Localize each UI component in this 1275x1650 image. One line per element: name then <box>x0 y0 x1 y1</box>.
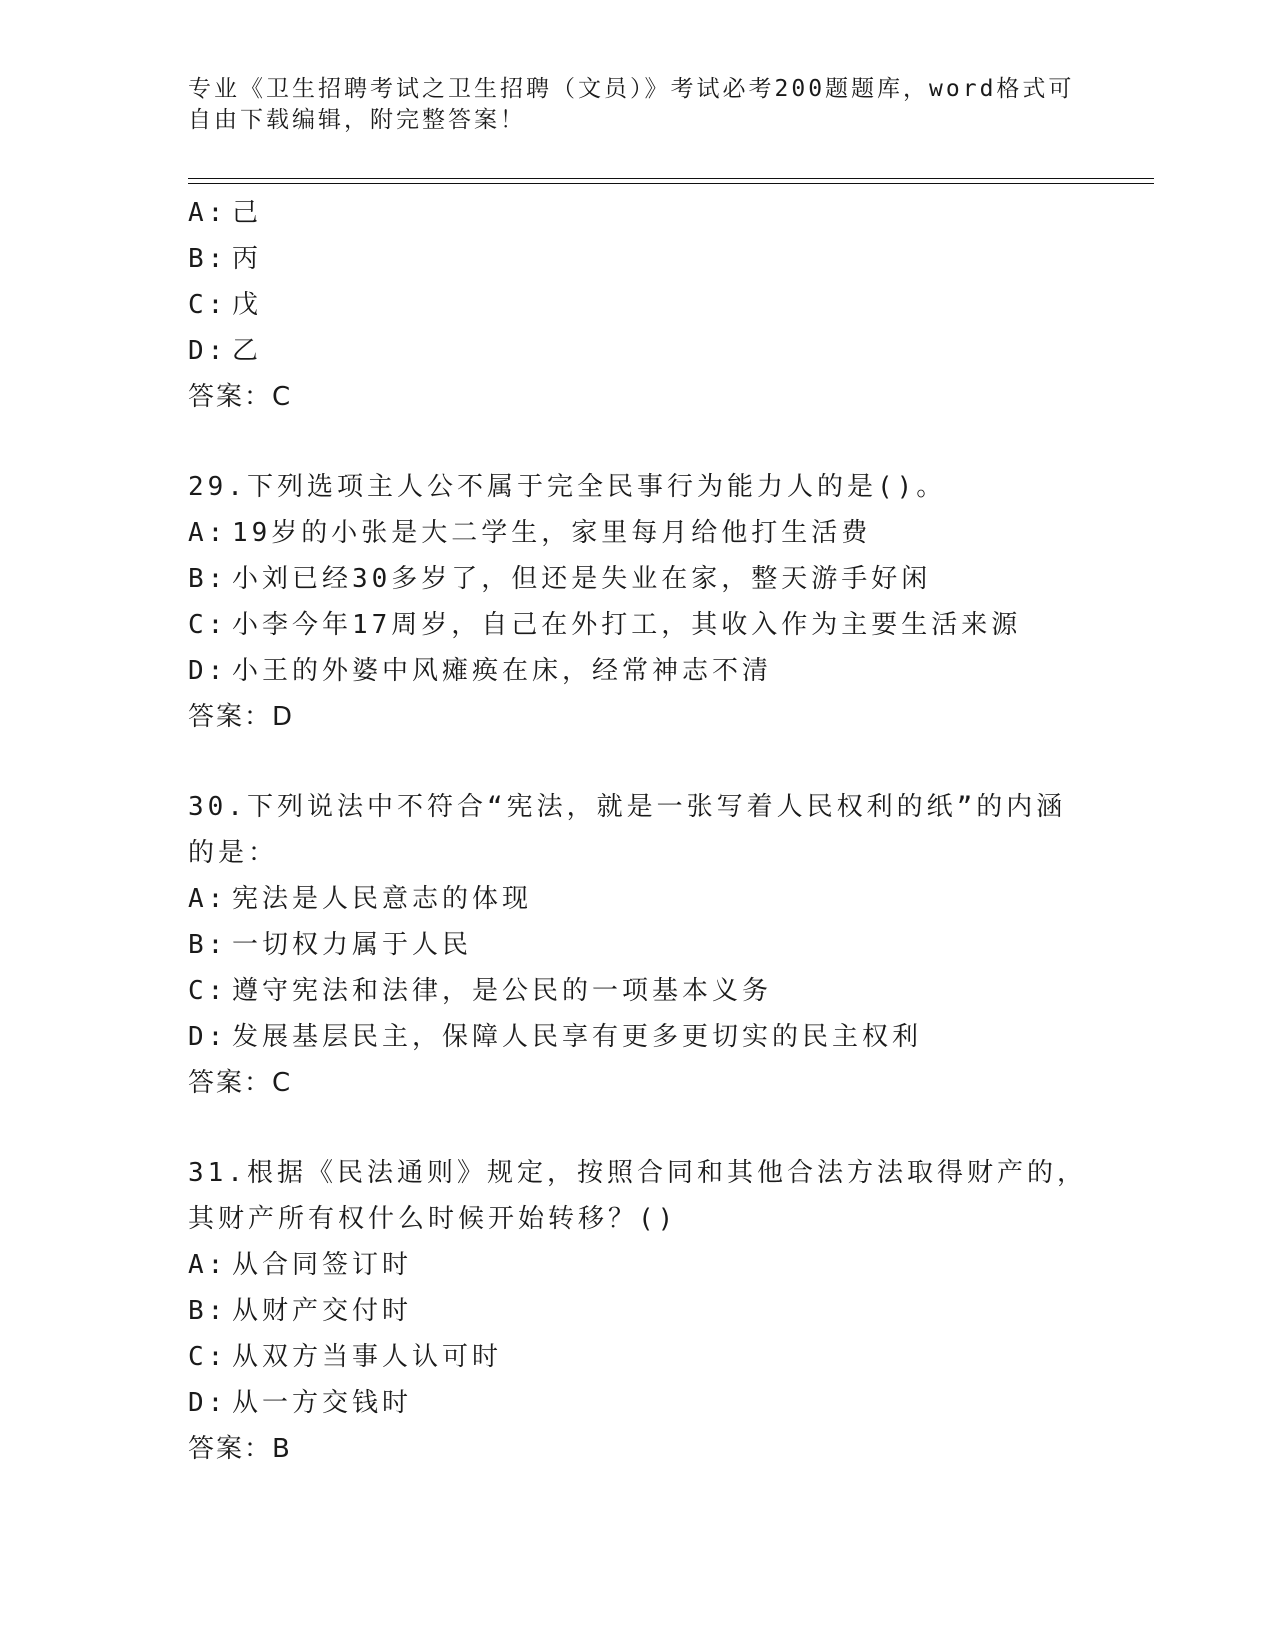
question-stem: 31.根据《民法通则》规定，按照合同和其他合法方法取得财产的，其财产所有权什么时候开始转移？() <box>188 1158 1087 1234</box>
option-key: D: <box>188 1388 228 1418</box>
option-key: D: <box>188 1022 228 1052</box>
question-content <box>188 190 1088 1472</box>
question-31 <box>188 1150 1088 1472</box>
option-text: 一切权力属于人民 <box>232 930 473 960</box>
option-text: 19岁的小张是大二学生，家里每月给他打生活费 <box>232 518 872 548</box>
option-text: 遵守宪法和法律，是公民的一项基本义务 <box>232 976 773 1006</box>
option-key: D: <box>188 336 228 366</box>
question-30 <box>188 784 1088 1106</box>
option-text: 从一方交钱时 <box>232 1388 413 1418</box>
option-d <box>188 328 1088 374</box>
option-text: 小李今年17周岁，自己在外打工，其收入作为主要生活来源 <box>232 610 1022 640</box>
option-text: 从合同签订时 <box>232 1250 413 1280</box>
option-text: 小刘已经30多岁了，但还是失业在家，整天游手好闲 <box>232 564 932 594</box>
question-stem: 29.下列选项主人公不属于完全民事行为能力人的是()。 <box>188 472 947 502</box>
option-b <box>188 556 1088 602</box>
option-c <box>188 282 1088 328</box>
option-key: B: <box>188 930 228 960</box>
option-key: C: <box>188 610 228 640</box>
option-b <box>188 236 1088 282</box>
answer-line: 答案：B <box>188 1434 292 1464</box>
option-key: A: <box>188 884 228 914</box>
option-text: 从双方当事人认可时 <box>232 1342 503 1372</box>
answer-line: 答案：C <box>188 1068 293 1098</box>
option-key: B: <box>188 564 228 594</box>
answer-line: 答案：C <box>188 382 293 412</box>
option-key: C: <box>188 290 228 320</box>
option-d <box>188 1014 1088 1060</box>
option-key: A: <box>188 198 228 228</box>
option-c <box>188 602 1088 648</box>
option-key: A: <box>188 518 228 548</box>
option-key: B: <box>188 244 228 274</box>
option-d <box>188 1380 1088 1426</box>
option-c <box>188 1334 1088 1380</box>
answer-line: 答案：D <box>188 702 295 732</box>
option-key: C: <box>188 1342 228 1372</box>
option-a <box>188 876 1088 922</box>
option-key: B: <box>188 1296 228 1326</box>
option-text: 发展基层民主，保障人民享有更多更切实的民主权利 <box>232 1022 923 1052</box>
option-text: 丙 <box>232 244 263 274</box>
option-text: 乙 <box>232 336 263 366</box>
document-header: 专业《卫生招聘考试之卫生招聘（文员）》考试必考200题题库，word格式可自由下载编辑，附完整答案！ <box>188 76 1075 133</box>
question-stem: 30.下列说法中不符合“宪法，就是一张写着人民权利的纸”的内涵的是： <box>188 792 1067 868</box>
option-b <box>188 1288 1088 1334</box>
option-a <box>188 1242 1088 1288</box>
option-d <box>188 648 1088 694</box>
option-key: A: <box>188 1250 228 1280</box>
option-text: 从财产交付时 <box>232 1296 413 1326</box>
header-divider-bottom <box>188 183 1154 184</box>
option-a <box>188 190 1088 236</box>
option-key: C: <box>188 976 228 1006</box>
option-c <box>188 968 1088 1014</box>
option-text: 小王的外婆中风瘫痪在床，经常神志不清 <box>232 656 773 686</box>
option-b <box>188 922 1088 968</box>
option-a <box>188 510 1088 556</box>
option-text: 宪法是人民意志的体现 <box>232 884 533 914</box>
option-key: D: <box>188 656 228 686</box>
question-28-continuation <box>188 190 1088 420</box>
option-text: 戊 <box>232 290 263 320</box>
question-29 <box>188 464 1088 740</box>
option-text: 己 <box>232 198 263 228</box>
header-divider-top <box>188 178 1154 179</box>
